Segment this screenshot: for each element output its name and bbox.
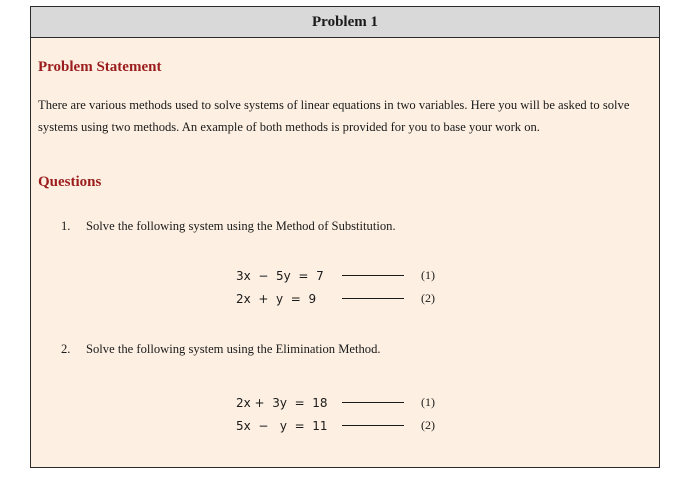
equation-row (236, 414, 435, 437)
question-text: Solve the following system using the Elimination Method. (86, 342, 381, 356)
equation-expression: 2x + y = 9 (236, 291, 317, 306)
problem-title: Problem 1 (31, 7, 659, 38)
equation-expression: 2x + 3y = 18 (236, 395, 328, 410)
equation-leader-line (342, 425, 404, 426)
equation-tag: (1) (421, 395, 435, 409)
equation-row (236, 264, 435, 287)
equation-tag: (1) (421, 268, 435, 282)
equation-row (236, 287, 435, 310)
equation-leader-line (342, 402, 404, 403)
question-number: 1. (61, 219, 71, 233)
equation-tag: (2) (421, 418, 435, 432)
equation-leader-line (342, 275, 404, 276)
problem-statement-text: There are various methods used to solve systems of linear equations in two variables. Here you will be asked to solve systems using two methods. An example of both methods is provided for you to base your work on. (38, 98, 630, 134)
equation-system (236, 264, 435, 310)
questions-heading: Questions (38, 174, 102, 190)
question-item (61, 342, 381, 357)
question-item (61, 219, 396, 234)
equation-expression: 3x − 5y = 7 (236, 268, 324, 283)
question-number: 2. (61, 342, 71, 356)
equation-leader-line (342, 298, 404, 299)
equation-expression: 5x − y = 11 (236, 418, 328, 433)
equation-system (236, 391, 435, 437)
equation-row (236, 391, 435, 414)
problem-card (30, 6, 660, 468)
equation-tag: (2) (421, 291, 435, 305)
question-text: Solve the following system using the Method of Substitution. (86, 219, 396, 233)
problem-statement-heading: Problem Statement (38, 59, 162, 75)
